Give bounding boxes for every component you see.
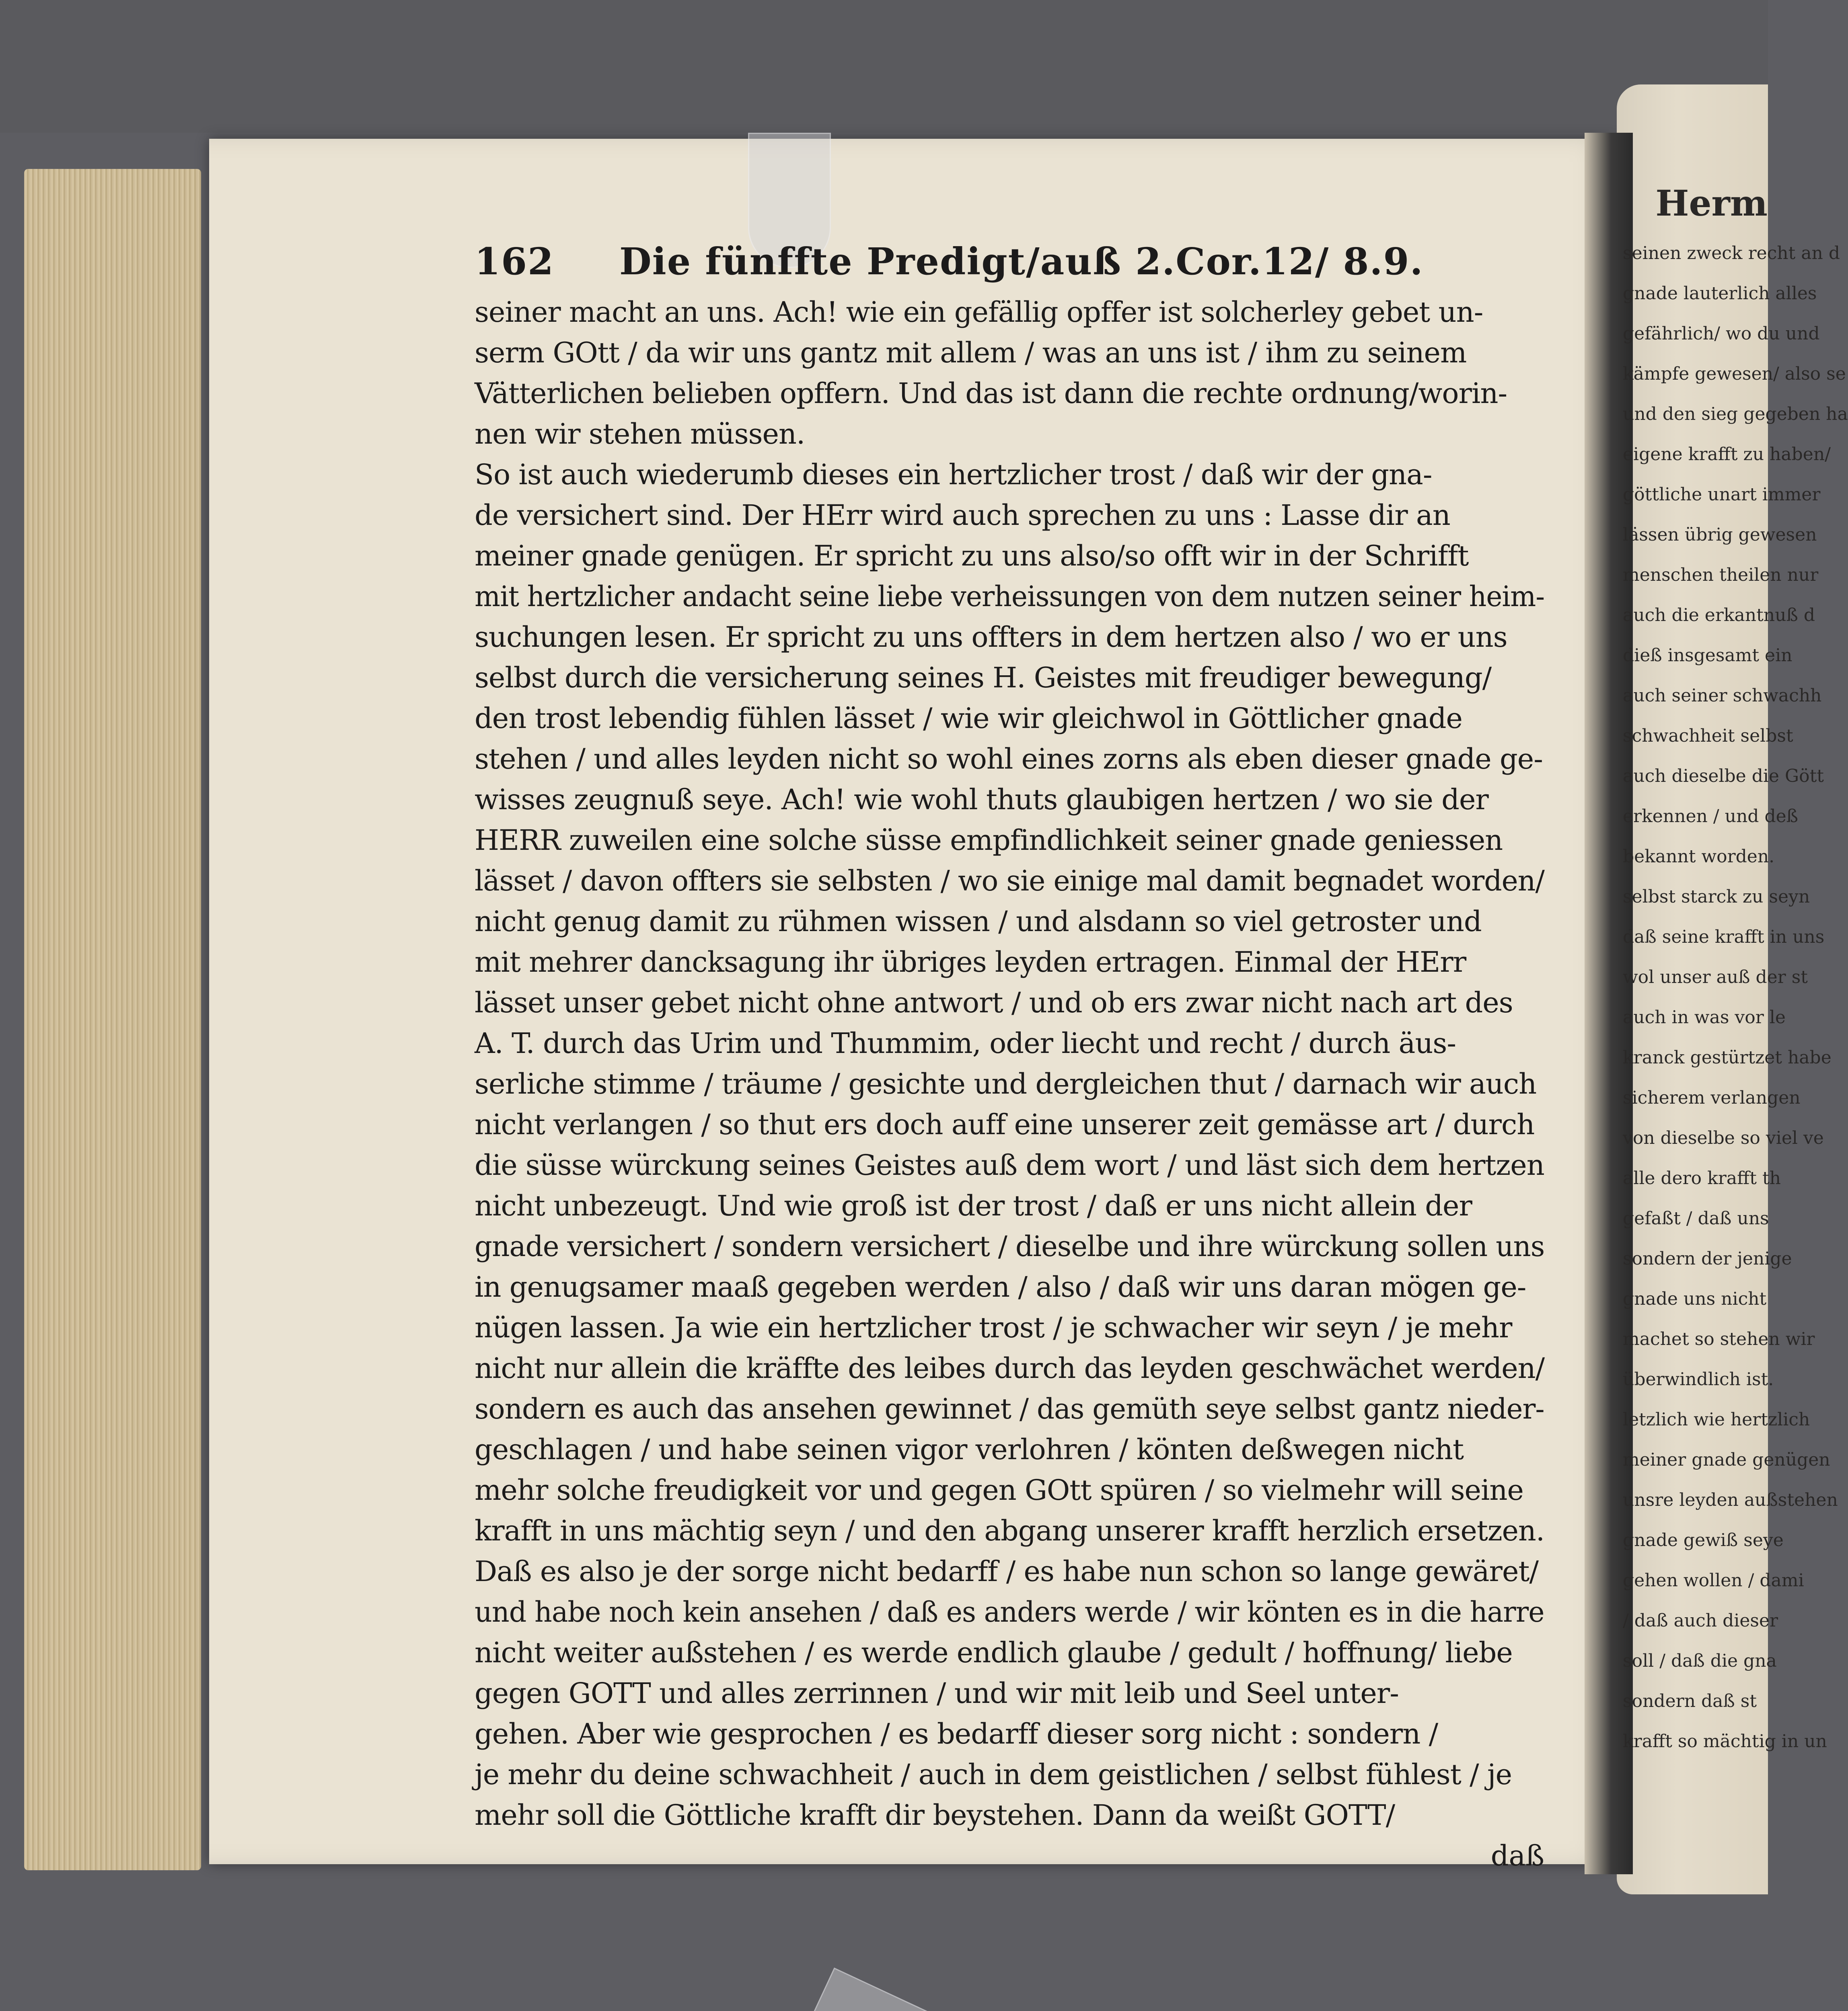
text-line: meiner gnade genügen. Er spricht zu uns also/so offt wir in der Schrifft — [475, 539, 1469, 572]
text-line: nicht genug damit zu rühmen wissen / und alsdann so viel getroster und — [475, 905, 1482, 938]
running-head — [475, 237, 1544, 286]
right-text-line: machet so stehen wir — [1623, 1329, 1815, 1349]
right-text-line: auch dieselbe die Gött — [1623, 766, 1824, 786]
text-line: gegen GOTT und alles zerrinnen / und wir mit leib und Seel unter- — [475, 1677, 1399, 1710]
right-text-line: auch in was vor le — [1623, 1007, 1786, 1028]
right-text-line: gefaßt / daß uns — [1623, 1208, 1769, 1229]
text-line: gehen. Aber wie gesprochen / es bedarff dieser sorg nicht : sondern / — [475, 1717, 1438, 1750]
right-text-line: bekannt worden. — [1623, 846, 1775, 867]
text-line: nen wir stehen müssen. — [475, 417, 805, 450]
right-text-line: letzlich wie hertzlich — [1623, 1409, 1810, 1430]
right-text-line: kämpfe gewesen/ also se — [1623, 364, 1846, 384]
right-text-line: gnade gewiß seye — [1623, 1530, 1784, 1550]
right-text-line: lässen übrig gewesen — [1623, 524, 1817, 545]
right-text-line: auch die erkantnuß d — [1623, 605, 1815, 625]
text-line: je mehr du deine schwachheit / auch in dem geistlichen / selbst fühlest / je — [475, 1758, 1512, 1791]
text-line: nügen lassen. Ja wie ein hertzlicher trost / je schwacher wir seyn / je mehr — [475, 1311, 1512, 1344]
text-line: wisses zeugnuß seye. Ach! wie wohl thuts glaubigen hertzen / wo sie der — [475, 783, 1488, 816]
text-line: HERR zuweilen eine solche süsse empfindlichkeit seiner gnade geniessen — [475, 824, 1503, 857]
text-line: lässet unser gebet nicht ohne antwort / und ob ers zwar nicht nach art des — [475, 986, 1513, 1019]
text-line: nicht weiter außstehen / es werde endlich glaube / gedult / hoffnung/ liebe — [475, 1636, 1513, 1669]
book-fore-edge — [24, 169, 201, 1870]
catchword: daß — [1490, 1839, 1544, 1872]
text-line: mehr solche freudigkeit vor und gegen GOtt spüren / so vielmehr will seine — [475, 1474, 1523, 1507]
text-line: lässet / davon offters sie selbsten / wo sie einige mal damit begnadet worden/ — [475, 864, 1544, 897]
right-text-line: überwindlich ist. — [1623, 1369, 1774, 1390]
right-text-line: / daß auch dieser — [1623, 1610, 1778, 1631]
right-text-line: alle dero krafft th — [1623, 1168, 1781, 1189]
text-line: die süsse würckung seines Geistes auß dem wort / und läst sich dem hertzen — [475, 1149, 1544, 1182]
text-line: gnade versichert / sondern versichert / dieselbe und ihre würckung sollen uns — [475, 1230, 1545, 1263]
text-line: nicht nur allein die kräffte des leibes durch das leyden geschwächet werden/ — [475, 1352, 1545, 1385]
text-line: krafft in uns mächtig seyn / und den abgang unserer krafft herzlich ersetzen. — [475, 1514, 1545, 1547]
right-text-line: kranck gestürtzet habe — [1623, 1047, 1832, 1068]
right-text-line: gnade uns nicht — [1623, 1289, 1767, 1309]
right-text-line: seinen zweck recht an d — [1623, 243, 1840, 263]
right-text-line: auch seiner schwachh — [1623, 685, 1822, 706]
right-text-line: göttliche unart immer — [1623, 484, 1821, 505]
text-line: Daß es also je der sorge nicht bedarff / es habe nun schon so lange gewäret/ — [475, 1555, 1539, 1588]
text-line: mehr soll die Göttliche krafft dir beystehen. Dann da weißt GOTT/ — [475, 1799, 1395, 1832]
right-text-line: von dieselbe so viel ve — [1623, 1128, 1824, 1148]
right-text-line: eigene krafft zu haben/ — [1623, 444, 1831, 465]
text-line: Vätterlichen belieben opffern. Und das ist dann die rechte ordnung/worin- — [475, 377, 1507, 410]
right-text-line: unsre leyden außstehen — [1623, 1490, 1838, 1510]
right-text-line: gnade lauterlich alles — [1623, 283, 1817, 304]
right-text-line: sondern der jenige — [1623, 1248, 1792, 1269]
text-line: serm GOtt / da wir uns gantz mit allem / was an uns ist / ihm zu seinem — [475, 336, 1467, 369]
right-body-lines — [1623, 233, 1848, 1762]
text-line: A. T. durch das Urim und Thummim, oder liecht und recht / durch äus- — [475, 1027, 1456, 1060]
right-text-line: erkennen / und deß — [1623, 806, 1799, 827]
right-text-line: soll / daß die gna — [1623, 1651, 1777, 1671]
text-line: selbst durch die versicherung seines H. Geistes mit freudiger bewegung/ — [475, 661, 1492, 694]
text-line: mit mehrer dancksagung ihr übriges leyden ertragen. Einmal der HErr — [475, 946, 1466, 979]
right-text-line: sicherem verlangen — [1623, 1088, 1801, 1108]
page-number: 162 — [475, 240, 555, 283]
right-text-line: daß seine krafft in uns — [1623, 927, 1825, 947]
text-line: seiner macht an uns. Ach! wie ein gefällig opffer ist solcherley gebet un- — [475, 296, 1483, 329]
right-text-line: sondern daß st — [1623, 1691, 1757, 1711]
running-head-title: Die fünffte Predigt/auß 2.Cor.12/ 8.9. — [619, 240, 1424, 283]
text-line: So ist auch wiederumb dieses ein hertzlicher trost / daß wir der gna- — [475, 458, 1432, 491]
text-line: sondern es auch das ansehen gewinnet / das gemüth seye selbst gantz nieder- — [475, 1392, 1544, 1425]
text-line: stehen / und alles leyden nicht so wohl eines zorns als eben dieser gnade ge- — [475, 742, 1543, 775]
text-line: den trost lebendig fühlen lässet / wie wir gleichwol in Göttlicher gnade — [475, 702, 1462, 735]
text-line: suchungen lesen. Er spricht zu uns offters in dem hertzen also / wo er uns — [475, 621, 1507, 654]
text-line: geschlagen / und habe seinen vigor verlohren / könten deßwegen nicht — [475, 1433, 1464, 1466]
background-top — [0, 0, 1768, 133]
right-running-head: Herm — [1655, 182, 1768, 224]
text-line: nicht verlangen / so thut ers doch auff eine unserer zeit gemässe art / durch — [475, 1108, 1535, 1141]
text-line: de versichert sind. Der HErr wird auch sprechen zu uns : Lasse dir an — [475, 499, 1450, 532]
right-text-line: meiner gnade genügen — [1623, 1450, 1830, 1470]
body-lines — [475, 292, 1544, 1836]
right-text-line: und den sieg gegeben ha — [1623, 404, 1848, 424]
right-text-line: gehen wollen / dami — [1623, 1570, 1804, 1591]
text-line: nicht unbezeugt. Und wie groß ist der trost / daß er uns nicht allein der — [475, 1189, 1472, 1222]
right-text-line: dieß insgesamt ein — [1623, 645, 1792, 666]
text-line: und habe noch kein ansehen / daß es anders werde / wir könten es in die harre — [475, 1596, 1544, 1629]
right-text-line: krafft so mächtig in un — [1623, 1731, 1827, 1752]
right-text-line: menschen theilen nur — [1623, 565, 1819, 585]
right-text-line: gefährlich/ wo du und — [1623, 323, 1820, 344]
right-text-line: schwachheit selbst — [1623, 726, 1793, 746]
text-line: in genugsamer maaß gegeben werden / also / daß wir uns daran mögen ge- — [475, 1271, 1526, 1304]
right-page-text — [1623, 181, 1848, 1762]
text-line: mit hertzlicher andacht seine liebe verheissungen von dem nutzen seiner heim- — [475, 580, 1545, 613]
text-line: serliche stimme / träume / gesichte und dergleichen thut / darnach wir auch — [475, 1067, 1537, 1100]
right-text-line: selbst starck zu seyn — [1623, 886, 1810, 907]
right-text-line: wol unser auß der st — [1623, 967, 1808, 987]
left-page-text — [475, 237, 1544, 1876]
page-clip-bottom — [769, 1968, 931, 2011]
